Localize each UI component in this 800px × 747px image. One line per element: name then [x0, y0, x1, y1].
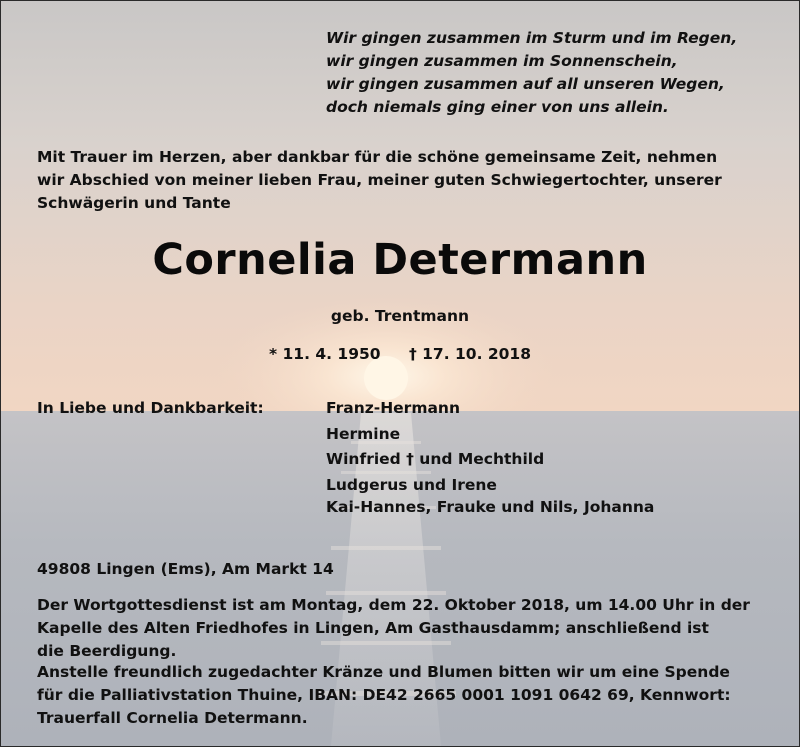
mourners-list: [326, 397, 654, 518]
poem-line: Wir gingen zusammen im Sturm und im Regen,: [326, 29, 738, 47]
mourners-label: In Liebe und Dankbarkeit:: [37, 399, 264, 417]
intro-text: [37, 146, 777, 215]
poem-line: wir gingen zusammen im Sonnenschein,: [326, 52, 678, 70]
donation-line: Trauerfall Cornelia Determann.: [37, 709, 308, 727]
mourner-line: Kai-Hannes, Frauke und Nils, Johanna: [326, 497, 655, 516]
mourner-line: Ludgerus und Irene: [326, 475, 497, 494]
donation-line: Anstelle freundlich zugedachter Kränze und Blumen bitten wir um eine Spende: [37, 663, 730, 681]
intro-line: wir Abschied von meiner lieben Frau, meiner guten Schwiegertochter, unserer: [37, 171, 722, 189]
poem-line: doch niemals ging einer von uns allein.: [326, 98, 669, 116]
death-date: † 17. 10. 2018: [409, 345, 531, 363]
intro-line: Schwägerin und Tante: [37, 194, 231, 212]
donation-line: für die Palliativstation Thuine, IBAN: DE42 2665 0001 1091 0642 69, Kennwort:: [37, 686, 731, 704]
intro-line: Mit Trauer im Herzen, aber dankbar für die schöne gemeinsame Zeit, nehmen: [37, 148, 718, 166]
poem: [326, 27, 737, 119]
donation-request: [37, 661, 782, 730]
poem-line: wir gingen zusammen auf all unseren Wegen,: [326, 75, 725, 93]
maiden-name: geb. Trentmann: [330, 307, 470, 325]
birth-date: * 11. 4. 1950: [269, 345, 381, 363]
deceased-name: Cornelia Determann: [152, 235, 648, 285]
service-line: die Beerdigung.: [37, 642, 177, 660]
mourner-line: Winfried † und Mechthild: [326, 450, 545, 468]
mourner-line: Hermine: [326, 424, 401, 443]
mourner-line: Franz-Hermann: [326, 399, 460, 417]
service-line: Der Wortgottesdienst ist am Montag, dem 22. Oktober 2018, um 14.00 Uhr in der: [37, 596, 750, 614]
address: 49808 Lingen (Ems), Am Markt 14: [37, 560, 334, 578]
service-line: Kapelle des Alten Friedhofes in Lingen, Am Gasthausdamm; anschließend ist: [37, 619, 709, 637]
funeral-service-info: [37, 594, 782, 663]
